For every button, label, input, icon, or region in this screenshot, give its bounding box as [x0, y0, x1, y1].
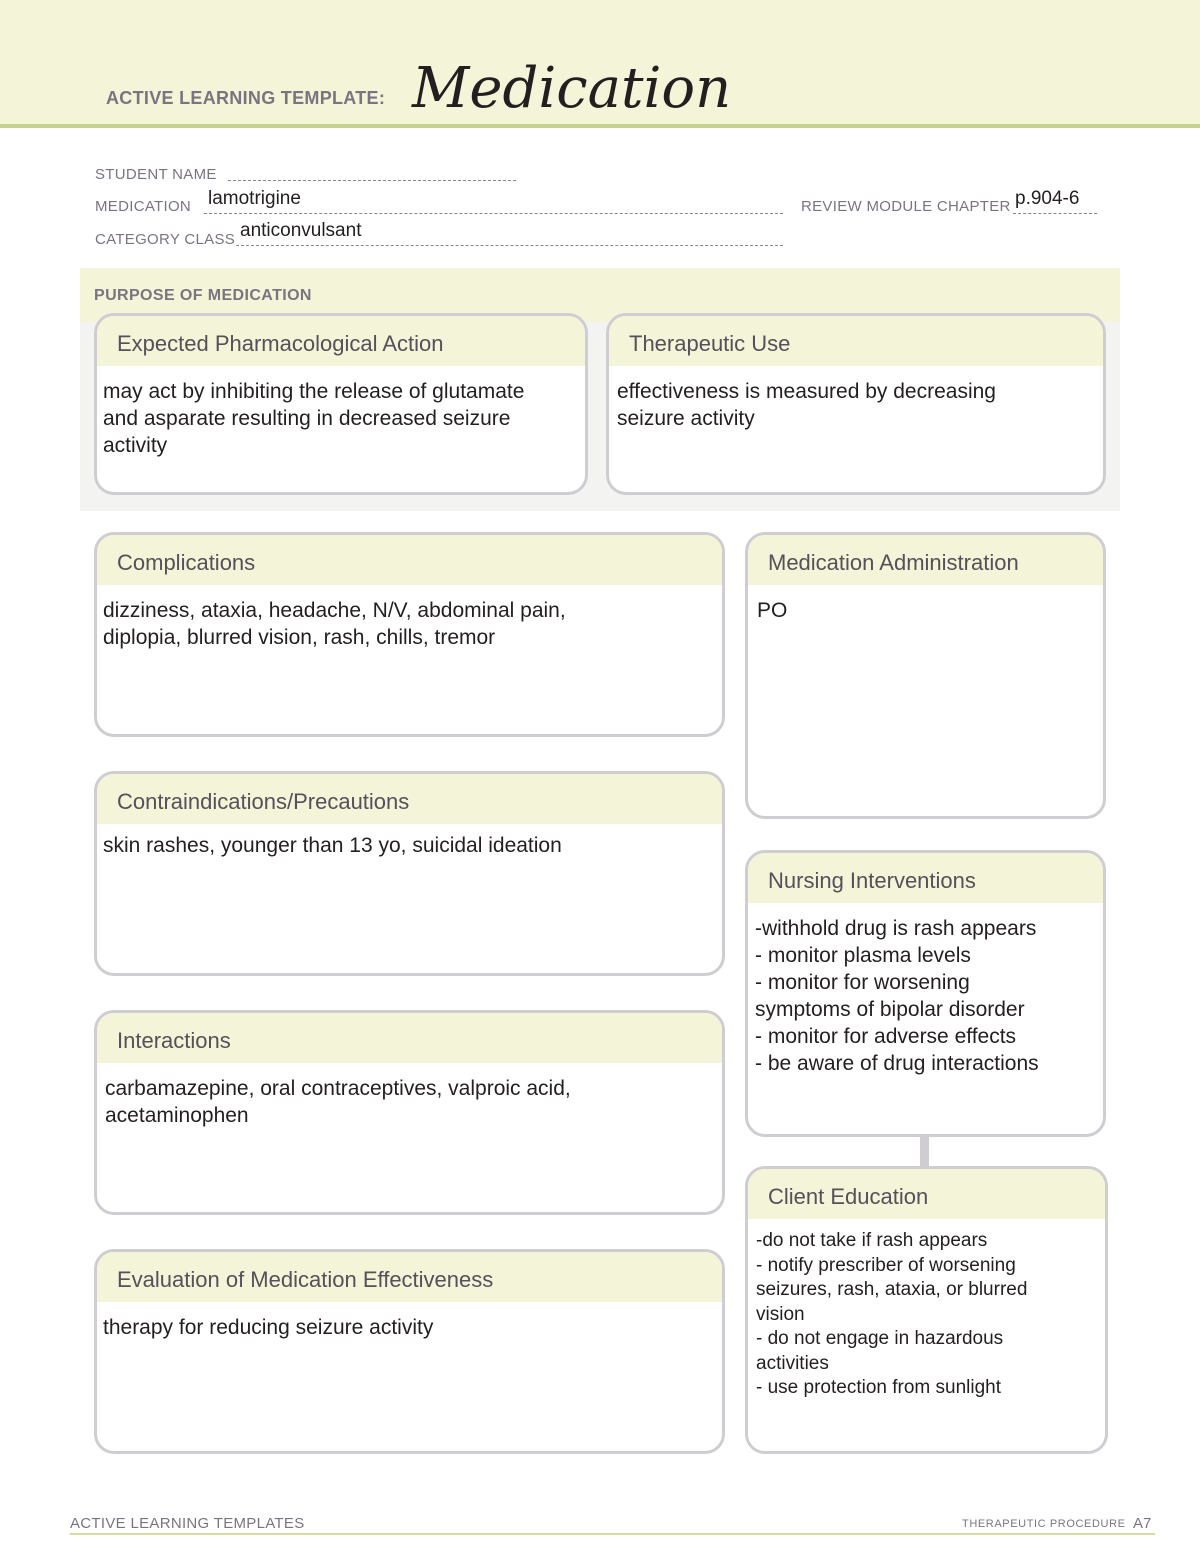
contraindications-title: Contraindications/Precautions	[97, 774, 722, 824]
evaluation-title: Evaluation of Medication Effectiveness	[97, 1252, 722, 1302]
nursing-interventions-title: Nursing Interventions	[748, 853, 1103, 903]
interactions-text[interactable]: carbamazepine, oral contraceptives, valproic acid, acetaminophen	[105, 1077, 571, 1127]
page-number: A7	[1133, 1515, 1152, 1532]
medication-administration-box	[745, 532, 1106, 819]
complications-title: Complications	[97, 535, 722, 585]
nursing-interventions-text[interactable]: -withhold drug is rash appears - monitor plasma levels - monitor for worsening symptoms of bipolar disorder - monitor for adverse effects - be aware of drug interactions	[755, 917, 1039, 1075]
box-connector	[920, 1136, 929, 1166]
medication-label: MEDICATION	[95, 198, 192, 215]
evaluation-text[interactable]: therapy for reducing seizure activity	[103, 1316, 434, 1339]
complications-box	[94, 532, 725, 737]
client-education-title: Client Education	[748, 1169, 1105, 1219]
category-class-label: CATEGORY CLASS	[95, 231, 236, 248]
complications-text[interactable]: dizziness, ataxia, headache, N/V, abdominal pain, diplopia, blurred vision, rash, chills, tremor	[103, 599, 566, 649]
interactions-title: Interactions	[97, 1013, 722, 1063]
footer-left-label: ACTIVE LEARNING TEMPLATES	[70, 1515, 305, 1532]
footer-rule	[70, 1533, 1155, 1535]
therapeutic-use-title: Therapeutic Use	[609, 316, 1103, 366]
interactions-box	[94, 1010, 725, 1215]
expected-action-title: Expected Pharmacological Action	[97, 316, 585, 366]
review-chapter-field[interactable]: p.904-6	[1015, 188, 1080, 209]
student-name-label: STUDENT NAME	[95, 166, 217, 183]
footer-right-label: THERAPEUTIC PROCEDURE	[962, 1518, 1126, 1530]
medication-field[interactable]: lamotrigine	[208, 188, 301, 209]
purpose-label: PURPOSE OF MEDICATION	[94, 287, 312, 304]
page-title: Medication	[412, 56, 732, 121]
expected-action-box	[94, 313, 588, 495]
contraindications-box	[94, 771, 725, 976]
therapeutic-use-box	[606, 313, 1106, 495]
client-education-text[interactable]: -do not take if rash appears - notify prescriber of worsening seizures, rash, ataxia, or blurred vision - do not engage in hazardous activities - use protection from sunlight	[756, 1230, 1028, 1398]
category-class-line	[236, 245, 783, 246]
therapeutic-use-text[interactable]: effectiveness is measured by decreasing seizure activity	[617, 380, 996, 430]
template-label: ACTIVE LEARNING TEMPLATE:	[106, 88, 386, 108]
student-name-line	[228, 180, 516, 181]
nursing-interventions-box	[745, 850, 1106, 1137]
medication-administration-text[interactable]: PO	[757, 599, 788, 622]
category-class-field[interactable]: anticonvulsant	[240, 220, 362, 241]
expected-action-text[interactable]: may act by inhibiting the release of glutamate and asparate resulting in decreased seizure activity	[103, 380, 525, 457]
medication-administration-title: Medication Administration	[748, 535, 1103, 585]
contraindications-text[interactable]: skin rashes, younger than 13 yo, suicidal ideation	[103, 834, 562, 857]
client-education-box	[745, 1166, 1108, 1454]
medication-line	[204, 213, 783, 214]
evaluation-box	[94, 1249, 725, 1454]
review-chapter-label: REVIEW MODULE CHAPTER	[801, 198, 1011, 215]
review-chapter-line	[1013, 213, 1097, 214]
